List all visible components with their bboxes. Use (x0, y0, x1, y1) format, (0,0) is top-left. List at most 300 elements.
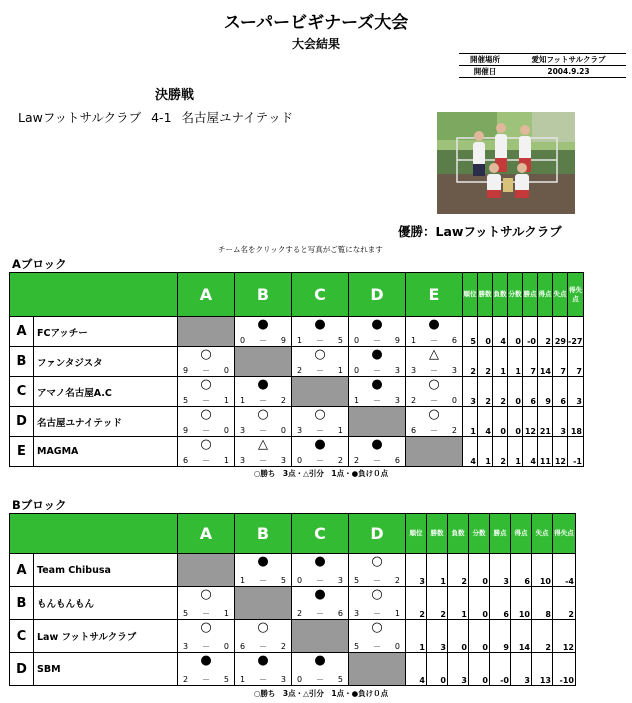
stat-header: 分数 (508, 273, 523, 317)
stat-value: 3 (568, 377, 584, 407)
result-mark-icon: ○ (200, 347, 212, 362)
goals-against: 5 (223, 675, 229, 684)
match-cell (235, 437, 292, 467)
final-team1: Lawフットサルクラブ (18, 110, 142, 125)
stat-value: 1 (463, 407, 478, 437)
stat-value: 3 (427, 620, 448, 653)
stat-value: 9 (490, 620, 511, 653)
match-cell (235, 620, 292, 653)
score-dash: － (430, 426, 438, 435)
result-mark-icon: ○ (200, 437, 212, 452)
stat-value: 0 (427, 653, 448, 686)
match-cell (178, 347, 235, 377)
stat-value: 13 (532, 653, 553, 686)
result-mark-icon: ● (257, 653, 269, 668)
stat-header: 失点 (553, 273, 568, 317)
stat-value: 0 (508, 407, 523, 437)
block-b-label: Bブロック (12, 498, 67, 512)
stat-value: 6 (553, 377, 568, 407)
match-cell (235, 317, 292, 347)
result-mark-icon: ○ (257, 620, 269, 635)
goals-for: 2 (297, 609, 303, 618)
result-mark-icon: ● (257, 554, 269, 569)
stat-value: 12 (523, 407, 538, 437)
stat-value: 1 (508, 347, 523, 377)
team-name-link[interactable]: FCアッチー (34, 317, 178, 347)
match-cell (349, 587, 406, 620)
match-cell (178, 407, 235, 437)
row-letter: B (10, 587, 34, 620)
goals-for: 1 (411, 336, 417, 345)
team-name-link[interactable]: 名古屋ユナイテッド (34, 407, 178, 437)
match-score (235, 642, 291, 651)
goals-for: 0 (297, 456, 303, 465)
match-score (178, 366, 234, 375)
goals-against: 3 (337, 576, 343, 585)
col-header-a: A (178, 514, 235, 554)
self-match-cell (292, 620, 349, 653)
goals-against: 5 (280, 576, 286, 585)
stat-header: 得点 (511, 514, 532, 554)
stat-value: 3 (511, 653, 532, 686)
match-score (235, 675, 291, 684)
stat-value: 3 (463, 377, 478, 407)
score-dash: － (316, 336, 324, 345)
self-match-cell (349, 407, 406, 437)
row-letter: A (10, 317, 34, 347)
stat-value: 12 (553, 620, 576, 653)
self-match-cell (235, 587, 292, 620)
stat-value: 2 (493, 377, 508, 407)
stat-value: 2 (478, 377, 493, 407)
stat-value: 1 (478, 437, 493, 467)
match-cell (349, 620, 406, 653)
goals-against: 0 (223, 426, 229, 435)
header-blank (10, 273, 178, 317)
goals-against: 0 (394, 642, 400, 651)
match-score (178, 642, 234, 651)
stat-value: -0 (490, 653, 511, 686)
goals-for: 3 (183, 642, 189, 651)
stat-header: 負数 (493, 273, 508, 317)
result-mark-icon: ○ (200, 377, 212, 392)
score-dash: － (430, 366, 438, 375)
stat-value: 2 (538, 317, 553, 347)
result-mark-icon: ● (314, 554, 326, 569)
stat-value: 2 (478, 347, 493, 377)
stat-value: -27 (568, 317, 584, 347)
final-team2: 名古屋ユナイテッド (181, 110, 294, 125)
goals-against: 2 (337, 456, 343, 465)
stat-value: 4 (493, 317, 508, 347)
result-mark-icon: ● (314, 653, 326, 668)
stat-value: 0 (469, 620, 490, 653)
goals-against: 3 (394, 366, 400, 375)
goals-for: 1 (297, 336, 303, 345)
stat-header: 勝数 (478, 273, 493, 317)
match-cell (178, 587, 235, 620)
score-dash: － (373, 336, 381, 345)
result-mark-icon: ○ (314, 407, 326, 422)
match-score (292, 366, 348, 375)
result-mark-icon: △ (429, 347, 439, 362)
stat-value: 2 (448, 554, 469, 587)
goals-against: 2 (280, 396, 286, 405)
score-dash: － (202, 675, 210, 684)
score-dash: － (202, 366, 210, 375)
match-score (349, 642, 405, 651)
stat-value: 5 (463, 317, 478, 347)
stat-header: 勝点 (523, 273, 538, 317)
score-dash: － (259, 675, 267, 684)
stat-value: -0 (523, 317, 538, 347)
header-blank (10, 514, 178, 554)
goals-for: 6 (411, 426, 417, 435)
col-header-e: E (406, 273, 463, 317)
final-score: 4-1 (151, 110, 172, 125)
table-row (10, 347, 584, 377)
goals-for: 5 (354, 642, 360, 651)
stat-header: 勝点 (490, 514, 511, 554)
goals-for: 0 (240, 336, 246, 345)
match-cell (292, 317, 349, 347)
score-dash: － (430, 396, 438, 405)
result-mark-icon: ● (371, 437, 383, 452)
result-mark-icon: ○ (428, 407, 440, 422)
row-letter: C (10, 620, 34, 653)
match-score (349, 336, 405, 345)
match-cell (292, 653, 349, 686)
stat-value: 0 (493, 407, 508, 437)
stat-value: -1 (568, 437, 584, 467)
row-letter: D (10, 407, 34, 437)
goals-for: 0 (297, 576, 303, 585)
table-row (10, 437, 584, 467)
row-letter: B (10, 347, 34, 377)
goals-against: 1 (394, 609, 400, 618)
stat-value: 2 (532, 620, 553, 653)
result-mark-icon: ○ (200, 407, 212, 422)
match-score (292, 576, 348, 585)
score-dash: － (373, 642, 381, 651)
match-cell (406, 317, 463, 347)
result-mark-icon: ● (428, 317, 440, 332)
row-letter: A (10, 554, 34, 587)
goals-against: 3 (394, 396, 400, 405)
stat-value: 3 (490, 554, 511, 587)
match-cell (178, 377, 235, 407)
goals-against: 9 (280, 336, 286, 345)
block-b-table (9, 513, 576, 686)
stat-value: 10 (532, 554, 553, 587)
goals-against: 6 (451, 336, 457, 345)
goals-against: 1 (337, 426, 343, 435)
row-letter: C (10, 377, 34, 407)
match-score (349, 456, 405, 465)
goals-against: 1 (223, 456, 229, 465)
col-header-d: D (349, 514, 406, 554)
match-cell (349, 377, 406, 407)
result-mark-icon: ● (257, 317, 269, 332)
stat-value: 0 (448, 620, 469, 653)
goals-for: 3 (240, 426, 246, 435)
stat-value: 1 (406, 620, 427, 653)
goals-against: 5 (337, 336, 343, 345)
table-row (10, 587, 576, 620)
result-mark-icon: ● (314, 317, 326, 332)
score-dash: － (430, 336, 438, 345)
block-a-legend: ○勝ち 3点・△引分 1点・●負け０点 (253, 469, 389, 478)
team-name-link[interactable]: SBM (34, 653, 178, 686)
match-score (178, 426, 234, 435)
goals-for: 6 (240, 642, 246, 651)
match-cell (292, 587, 349, 620)
score-dash: － (316, 576, 324, 585)
row-letter: D (10, 653, 34, 686)
goals-for: 6 (183, 456, 189, 465)
block-a-label: Aブロック (12, 257, 67, 271)
match-cell (178, 620, 235, 653)
goals-against: 1 (337, 366, 343, 375)
match-score (178, 396, 234, 405)
result-mark-icon: ○ (371, 554, 383, 569)
score-dash: － (373, 456, 381, 465)
team-name-link[interactable]: MAGMA (34, 437, 178, 467)
stat-value: 1 (427, 554, 448, 587)
stat-value: -10 (553, 653, 576, 686)
result-mark-icon: ● (371, 317, 383, 332)
stat-value: 0 (469, 587, 490, 620)
goals-against: 1 (223, 396, 229, 405)
stat-value: 2 (553, 587, 576, 620)
col-header-b: B (235, 273, 292, 317)
match-score (235, 426, 291, 435)
goals-for: 1 (240, 675, 246, 684)
team-name-link[interactable]: もんもんもん (34, 587, 178, 620)
stat-value: 18 (568, 407, 584, 437)
date-value: 2004.9.23 (547, 67, 590, 76)
match-score (406, 336, 462, 345)
match-score (178, 609, 234, 618)
match-cell (349, 437, 406, 467)
goals-for: 1 (240, 396, 246, 405)
score-dash: － (316, 366, 324, 375)
goals-against: 6 (394, 456, 400, 465)
match-score (178, 456, 234, 465)
goals-for: 0 (297, 675, 303, 684)
match-cell (406, 377, 463, 407)
stat-value: 9 (538, 377, 553, 407)
result-mark-icon: ○ (200, 620, 212, 635)
score-dash: － (202, 396, 210, 405)
match-score (406, 396, 462, 405)
stat-value: 3 (553, 407, 568, 437)
stat-value: 6 (511, 554, 532, 587)
stat-value: 12 (553, 437, 568, 467)
match-score (292, 426, 348, 435)
match-cell (292, 554, 349, 587)
goals-against: 9 (394, 336, 400, 345)
match-cell (406, 407, 463, 437)
match-score (349, 396, 405, 405)
stat-header: 負数 (448, 514, 469, 554)
col-header-c: C (292, 273, 349, 317)
match-cell (349, 347, 406, 377)
venue-value: 愛知フットサルクラブ (531, 55, 606, 64)
result-mark-icon: ● (314, 587, 326, 602)
self-match-cell (349, 653, 406, 686)
stat-header: 得失点 (553, 514, 576, 554)
self-match-cell (178, 554, 235, 587)
result-mark-icon: ○ (371, 620, 383, 635)
stat-value: 6 (490, 587, 511, 620)
goals-against: 3 (280, 456, 286, 465)
stat-header: 順位 (463, 273, 478, 317)
goals-against: 3 (451, 366, 457, 375)
stat-value: 8 (532, 587, 553, 620)
match-score (235, 456, 291, 465)
result-mark-icon: ● (200, 653, 212, 668)
stat-header: 順位 (406, 514, 427, 554)
match-score (235, 576, 291, 585)
block-a-table (9, 272, 584, 467)
score-dash: － (373, 609, 381, 618)
page-title: スーパービギナーズ大会 (223, 13, 409, 33)
goals-for: 3 (297, 426, 303, 435)
page-subtitle: 大会結果 (291, 37, 340, 51)
block-b-legend: ○勝ち 3点・△引分 1点・●負け０点 (253, 689, 389, 698)
self-match-cell (235, 347, 292, 377)
score-dash: － (316, 426, 324, 435)
goals-for: 1 (354, 396, 360, 405)
goals-for: 3 (354, 609, 360, 618)
goals-against: 3 (280, 675, 286, 684)
match-score (235, 336, 291, 345)
match-score (292, 336, 348, 345)
result-mark-icon: ○ (200, 587, 212, 602)
match-cell (235, 377, 292, 407)
goals-for: 2 (354, 456, 360, 465)
venue-label: 開催場所 (470, 55, 500, 64)
table-row (10, 377, 584, 407)
match-cell (349, 554, 406, 587)
goals-against: 2 (451, 426, 457, 435)
score-dash: － (373, 576, 381, 585)
score-dash: － (259, 426, 267, 435)
col-header-c: C (292, 514, 349, 554)
match-cell (292, 407, 349, 437)
score-dash: － (202, 609, 210, 618)
match-score (349, 576, 405, 585)
score-dash: － (316, 609, 324, 618)
score-dash: － (202, 642, 210, 651)
team-name-link[interactable]: ファンタジスタ (34, 347, 178, 377)
score-dash: － (316, 456, 324, 465)
match-score (406, 426, 462, 435)
match-cell (235, 554, 292, 587)
col-header-b: B (235, 514, 292, 554)
goals-for: 3 (240, 456, 246, 465)
result-mark-icon: ○ (428, 377, 440, 392)
stat-value: 4 (478, 407, 493, 437)
event-info (459, 53, 626, 78)
stat-value: 2 (406, 587, 427, 620)
stat-value: 2 (427, 587, 448, 620)
goals-for: 9 (183, 426, 189, 435)
table-row (10, 407, 584, 437)
goals-for: 5 (183, 609, 189, 618)
goals-against: 0 (451, 396, 457, 405)
date-label: 開催日 (473, 67, 497, 76)
stat-value: 1 (508, 437, 523, 467)
stat-value: 6 (523, 377, 538, 407)
result-mark-icon: △ (258, 437, 268, 452)
stat-header: 失点 (532, 514, 553, 554)
final-heading: 決勝戦 (155, 88, 195, 103)
goals-for: 5 (183, 396, 189, 405)
team-name-link[interactable]: アマノ名古屋A.C (34, 377, 178, 407)
self-match-cell (406, 437, 463, 467)
row-letter: E (10, 437, 34, 467)
col-header-d: D (349, 273, 406, 317)
stat-value: 14 (538, 347, 553, 377)
goals-against: 0 (223, 642, 229, 651)
match-score (349, 366, 405, 375)
stat-value: 7 (523, 347, 538, 377)
match-score (292, 675, 348, 684)
match-score (235, 396, 291, 405)
team-name-link[interactable]: Team Chibusa (34, 554, 178, 587)
match-cell (406, 347, 463, 377)
goals-against: 1 (223, 609, 229, 618)
result-mark-icon: ● (257, 377, 269, 392)
stat-value: 7 (568, 347, 584, 377)
score-dash: － (202, 426, 210, 435)
match-cell (292, 437, 349, 467)
team-name-link[interactable]: Law フットサルクラブ (34, 620, 178, 653)
result-mark-icon: ○ (257, 407, 269, 422)
score-dash: － (259, 642, 267, 651)
stat-value: 1 (493, 347, 508, 377)
stat-value: 21 (538, 407, 553, 437)
stat-value: -4 (553, 554, 576, 587)
score-dash: － (373, 396, 381, 405)
self-match-cell (292, 377, 349, 407)
stat-value: 0 (469, 554, 490, 587)
team-photo (437, 112, 575, 214)
result-mark-icon: ● (371, 377, 383, 392)
col-header-a: A (178, 273, 235, 317)
match-score (349, 609, 405, 618)
score-dash: － (316, 675, 324, 684)
stat-value: 11 (538, 437, 553, 467)
goals-for: 1 (240, 576, 246, 585)
venue-row (459, 53, 626, 65)
score-dash: － (259, 336, 267, 345)
match-cell (292, 347, 349, 377)
stat-value: 0 (469, 653, 490, 686)
stat-value: 3 (448, 653, 469, 686)
date-row (459, 65, 626, 78)
stat-value: 1 (448, 587, 469, 620)
goals-against: 0 (223, 366, 229, 375)
stat-header: 得点 (538, 273, 553, 317)
stat-header: 分数 (469, 514, 490, 554)
stat-value: 10 (511, 587, 532, 620)
score-dash: － (259, 456, 267, 465)
stat-value: 0 (478, 317, 493, 347)
table-row (10, 620, 576, 653)
